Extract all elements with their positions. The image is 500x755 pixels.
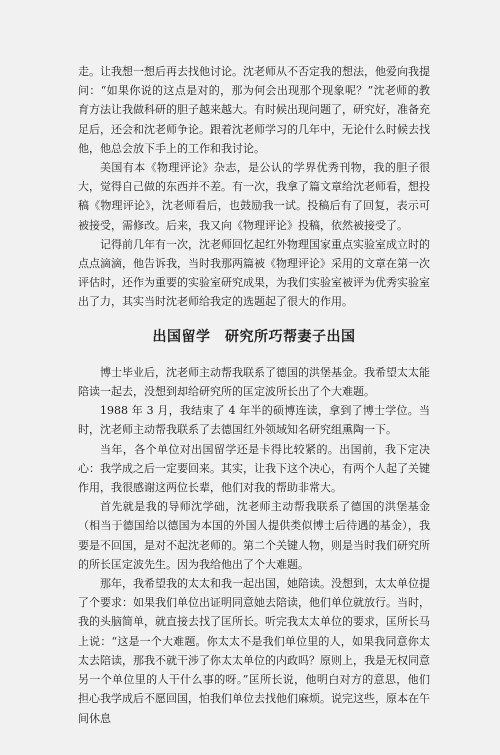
page-body bbox=[78, 62, 430, 728]
paragraph: 记得前几年有一次，沈老师回忆起红外物理国家重点实验室成立时的点点滴滴，他告诉我，当时我那两篇被《物理评论》采用的文章在第一次评估时，还作为重要的实验室研究成果，为我们实验室被评为优秀实验室出了力，其实当时沈老师给我定的选题起了很大的作用。 bbox=[78, 237, 430, 309]
paragraph: 博士毕业后，沈老师主动帮我联系了德国的洪堡基金。我希望太太能陪读一起去，没想到却给研究所的匡定波所长出了个大难题。 bbox=[78, 365, 430, 399]
paragraph: 那年，我希望我的太太和我一起出国，她陪读。没想到，太太单位提了个要求：如果我们单位出证明同意她去陪读，他们单位就放行。当时，我的头脑简单，就直接去找了匡所长。听完我太太单位的要求，匡所长马上说：“这是一个大难题。你太太不是我们单位里的人，如果我同意你太太去陪读，那我不就干涉了你太太单位的内政吗？原则上，我是无权同意另一个单位里的人干什么事的呀。”匡所长说，他明白对方的意思，他们担心我学成后不愿回国，怕我们单位去找他们麻烦。说完这些，原本在午间休息 bbox=[78, 577, 430, 725]
paragraph: 美国有本《物理评论》杂志，是公认的学界优秀刊物，我的胆子很大，觉得自己做的东西并不差。有一次，我拿了篇文章给沈老师看，想投稿《物理评论》，沈老师看后，也鼓励我一试。投稿后有了回复，表示可被接受，需修改。后来，我又向《物理评论》投稿，依然被接受了。 bbox=[78, 161, 430, 232]
section-title: 出国留学 研究所巧帮妻子出国 bbox=[152, 328, 356, 345]
paragraph: 1988 年 3 月，我结束了 4 年半的硕博连读，拿到了博士学位。当时，沈老师主动帮我联系了去德国红外领域知名研究组熏陶一下。 bbox=[78, 404, 430, 437]
paragraph: 首先就是我的导师沈学础，沈老师主动帮我联系了德国的洪堡基金（相当于德国给以德国为本国的外国人提供类似博士后待遇的基金），我要是不回国，是对不起沈老师的。第二个关键人物，则是当时我们研究所的所长匡定波先生。因为我给他出了个大难题。 bbox=[78, 500, 430, 571]
paragraph: 走。让我想一想后再去找他讨论。沈老师从不否定我的想法，他爱向我提问：“如果你说的这点是对的，那为何会出现那个现象呢？”沈老师的教育方法让我做科研的胆子越来越大。有时候出现问题了，研究好，准备充足后，还会和沈老师争论。跟着沈老师学习的几年中，无论什么时候去找他，他总会放下手上的工作和我讨论。 bbox=[78, 65, 430, 155]
paragraph: 当年，各个单位对出国留学还是卡得比较紧的。出国前，我下定决心：我学成之后一定要回来。其实，让我下这个决心，有两个人起了关键作用，我很感谢这两位长辈，他们对我的帮助非常大。 bbox=[78, 442, 430, 495]
